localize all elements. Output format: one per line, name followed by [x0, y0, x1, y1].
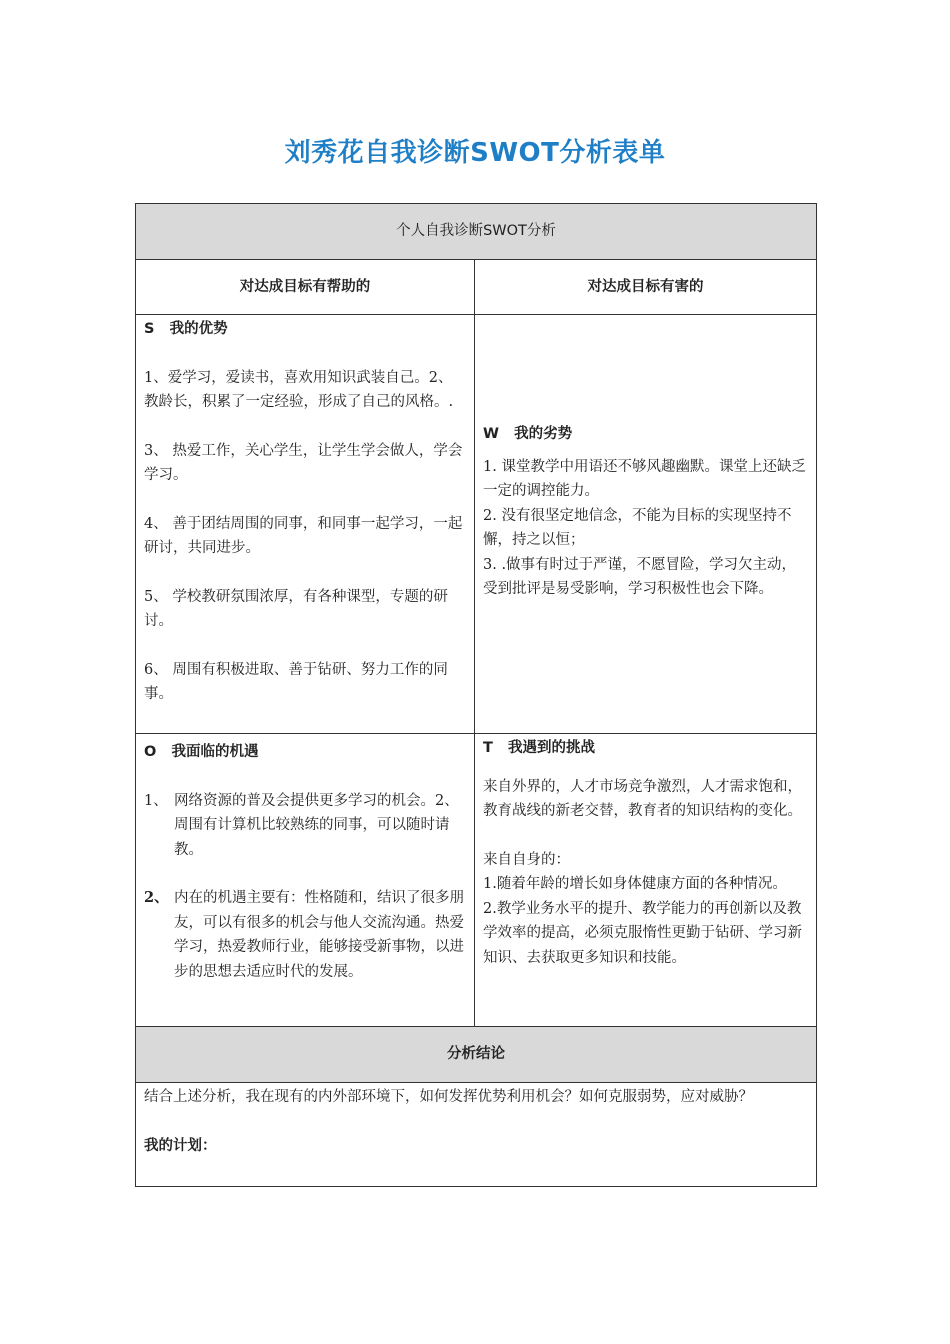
- harmful-column-label: 对达成目标有害的: [587, 278, 704, 295]
- opportunity-number: 2、: [144, 889, 169, 906]
- swot-table: [135, 203, 817, 1187]
- weaknesses-heading: W 我的劣势: [483, 426, 573, 442]
- strength-item: 6、 周围有积极进取、善于钻研、努力工作的同事。: [144, 661, 448, 702]
- conclusion-cell: [136, 1083, 817, 1187]
- helpful-column-label: 对达成目标有帮助的: [239, 278, 371, 295]
- threats-heading: T 我遇到的挑战: [483, 740, 596, 756]
- strength-item: 1、爱学习，爱读书，喜欢用知识武装自己。2、教龄长，积累了一定经验，形成了自己的风格。.: [144, 369, 454, 410]
- weakness-item: 3. .做事有时过于严谨，不愿冒险，学习欠主动，受到批评是易受影响，学习积极性也会下降。: [483, 556, 797, 597]
- threats-cell: [475, 734, 817, 1027]
- threat-self-item: 1.随着年龄的增长如身体健康方面的各种情况。: [483, 876, 787, 892]
- opportunities-heading: O 我面临的机遇: [144, 744, 259, 760]
- conclusion-heading: 分析结论: [447, 1046, 505, 1063]
- strength-item: 3、 热爱工作，关心学生，让学生学会做人，学会学习。: [144, 442, 463, 483]
- conclusion-question: 结合上述分析，我在现有的内外部环境下，如何发挥优势利用机会？如何克服弱势，应对威胁？: [144, 1089, 753, 1105]
- threat-external: 来自外界的，人才市场竞争激烈，人才需求饱和，教育战线的新老交替，教育者的知识结构的变化。: [483, 778, 802, 819]
- table-header-label: 个人自我诊断SWOT分析: [396, 223, 556, 240]
- strengths-cell: [136, 315, 475, 734]
- opportunity-item: [144, 789, 466, 863]
- plan-label: 我的计划：: [144, 1137, 217, 1154]
- strength-item: 4、 善于团结周围的同事，和同事一起学习，一起研讨，共同进步。: [144, 515, 463, 556]
- threat-self-label: 来自自身的：: [483, 851, 570, 868]
- weakness-item: 2. 没有很坚定地信念，不能为目标的实现坚持不懈，持之以恒；: [483, 507, 792, 548]
- strength-item: 5、 学校教研氛围浓厚，有各种课型，专题的研讨。: [144, 588, 448, 629]
- threat-self-item: 2.教学业务水平的提升、教学能力的再创新以及教学效率的提高，必须克服惰性更勤于钻研、学习新知识、去获取更多知识和技能。: [483, 900, 802, 966]
- conclusion-header: [136, 1027, 817, 1083]
- opportunity-number: 1、: [144, 792, 168, 809]
- table-header: [136, 204, 817, 260]
- opportunity-text: 网络资源的普及会提供更多学习的机会。2、周围有计算机比较熟练的同事，可以随时请教。: [174, 792, 459, 858]
- harmful-column-header: [475, 260, 817, 315]
- opportunity-text: 内在的机遇主要有：性格随和，结识了很多朋友，可以有很多的机会与他人交流沟通。热爱学习，热爱教师行业，能够接受新事物，以进步的思想去适应时代的发展。: [174, 890, 464, 980]
- weaknesses-cell: [475, 315, 817, 734]
- strengths-heading: S 我的优势: [144, 321, 228, 337]
- opportunity-item: [144, 886, 466, 984]
- document-title: 刘秀花自我诊断SWOT分析表单: [284, 138, 666, 168]
- helpful-column-header: [136, 260, 475, 315]
- weakness-item: 1. 课堂教学中用语还不够风趣幽默。课堂上还缺乏一定的调控能力。: [483, 458, 806, 499]
- opportunities-cell: [136, 734, 475, 1027]
